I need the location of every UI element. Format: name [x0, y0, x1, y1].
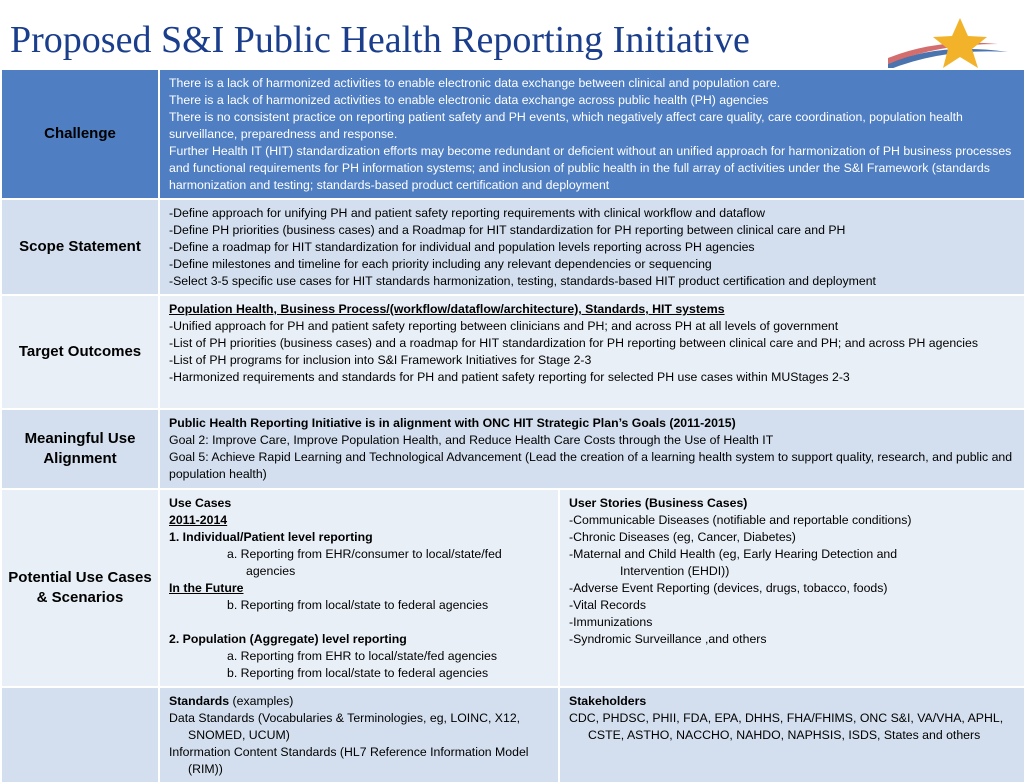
user-story-item: Intervention (EHDI)) [620, 564, 730, 578]
potential-use-cases-row [1, 489, 1024, 687]
target-line: -Harmonized requirements and standards for PH and patient safety reporting for selected PH use cases within MUStages 2-3 [169, 370, 850, 384]
use-case-subitem: b. Reporting from local/state to federal agencies [227, 598, 489, 612]
use-case-subitem: b. Reporting from local/state to federal agencies [227, 666, 489, 680]
standards-heading: Standards [169, 694, 230, 708]
future-heading: In the Future [169, 581, 244, 595]
use-case-item: 2. Population (Aggregate) level reporting [169, 632, 407, 646]
target-line: -Unified approach for PH and patient safety reporting between clinicians and PH; and across PH at all levels of government [169, 319, 839, 333]
scope-row [1, 199, 1024, 295]
target-label: Target Outcomes [1, 295, 159, 409]
meaningful-use-row [1, 409, 1024, 489]
challenge-line: Further Health IT (HIT) standardization efforts may become redundant or deficient without an unified approach for harmonization of PH business processes and functional requirements for PH information systems; and inclusion of public health in the full array of activities under the S&I Framework (standards harmonization and testing; standards-based product certification and deployment [169, 144, 1012, 192]
scope-line: -Define milestones and timeline for each priority including any relevant dependencies or sequencing [169, 257, 712, 271]
meaningful-use-label: Meaningful Use Alignment [1, 409, 159, 489]
user-story-item: -Syndromic Surveillance ,and others [569, 632, 767, 646]
user-story-item: -Chronic Diseases (eg, Cancer, Diabetes) [569, 530, 796, 544]
user-story-item: -Communicable Diseases (notifiable and reportable conditions) [569, 513, 912, 527]
stakeholders-cell [559, 687, 1024, 783]
challenge-content [159, 69, 1024, 199]
user-story-item: -Immunizations [569, 615, 653, 629]
stakeholders-heading: Stakeholders [569, 694, 647, 708]
scope-line: -Define a roadmap for HIT standardization for individual and population levels reporting across PH agencies [169, 240, 755, 254]
scope-label: Scope Statement [1, 199, 159, 295]
challenge-line: There is no consistent practice on reporting patient safety and PH events, which negatively affect care quality, care coordination, population health surveillance, preparedness and response. [169, 110, 963, 141]
challenge-line: There is a lack of harmonized activities to enable electronic data exchange between clinical and population care. [169, 76, 781, 90]
scope-line: -Select 3-5 specific use cases for HIT standards harmonization, testing, standards-based HIT product certification and deployment [169, 274, 876, 288]
target-row [1, 295, 1024, 409]
target-line: -List of PH programs for inclusion into S&I Framework Initiatives for Stage 2-3 [169, 353, 592, 367]
meaningful-use-line: Goal 2: Improve Care, Improve Population Health, and Reduce Health Care Costs through the Use of Health IT [169, 433, 774, 447]
standards-heading-suffix: (examples) [229, 694, 294, 708]
standards-heading-line [169, 693, 550, 710]
potential-use-cases-label: Potential Use Cases & Scenarios [1, 489, 159, 687]
use-cases-heading: Use Cases [169, 496, 232, 510]
star-swoosh-logo [888, 12, 1008, 72]
scope-line: -Define PH priorities (business cases) and a Roadmap for HIT standardization for PH reporting between clinical care and PH [169, 223, 846, 237]
standards-row [1, 687, 1024, 783]
target-content [159, 295, 1024, 409]
use-case-subitem: a. Reporting from EHR to local/state/fed agencies [227, 649, 497, 663]
user-stories-heading: User Stories (Business Cases) [569, 496, 748, 510]
use-cases-cell [159, 489, 559, 687]
target-heading: Population Health, Business Process/(workflow/dataflow/architecture), Standards, HIT systems [169, 302, 725, 316]
scope-line: -Define approach for unifying PH and patient safety reporting requirements with clinical workflow and dataflow [169, 206, 766, 220]
user-story-item: -Adverse Event Reporting (devices, drugs, tobacco, foods) [569, 581, 888, 595]
user-story-item: -Maternal and Child Health (eg, Early Hearing Detection and [569, 547, 898, 561]
challenge-line: There is a lack of harmonized activities to enable electronic data exchange across public health (PH) agencies [169, 93, 769, 107]
user-stories-cell [559, 489, 1024, 687]
meaningful-use-content [159, 409, 1024, 489]
target-line: -List of PH priorities (business cases) and a roadmap for HIT standardization for PH reporting between clinical care and PH; and across PH agencies [169, 336, 979, 350]
standards-line: Information Content Standards (HL7 Reference Information Model (RIM)) [169, 745, 529, 776]
meaningful-use-line: Goal 5: Achieve Rapid Learning and Technological Advancement (Lead the creation of a learning health system to support quality, research, and public and population health) [169, 450, 1013, 481]
user-story-item: -Vital Records [569, 598, 646, 612]
scope-content [159, 199, 1024, 295]
use-case-item: 1. Individual/Patient level reporting [169, 530, 373, 544]
challenge-label: Challenge [1, 69, 159, 199]
challenge-row [1, 69, 1024, 199]
stakeholders-line: CDC, PHDSC, PHII, FDA, EPA, DHHS, FHA/FHIMS, ONC S&I, VA/VHA, APHL, CSTE, ASTHO, NACCHO, NAHDO, NAPHSIS, ISDS, States and others [569, 711, 1004, 742]
use-cases-period: 2011-2014 [169, 513, 228, 527]
page-title: Proposed S&I Public Health Reporting Initiative [10, 19, 750, 61]
standards-line: Data Standards (Vocabularies & Terminologies, eg, LOINC, X12, SNOMED, UCUM) [169, 711, 521, 742]
use-case-subitem: a. Reporting from EHR/consumer to local/state/fed agencies [227, 547, 502, 578]
standards-cell [159, 687, 559, 783]
meaningful-use-heading: Public Health Reporting Initiative is in alignment with ONC HIT Strategic Plan’s Goals (2011-2015) [169, 416, 736, 430]
initiative-table [0, 68, 1024, 784]
standards-label [1, 687, 159, 783]
